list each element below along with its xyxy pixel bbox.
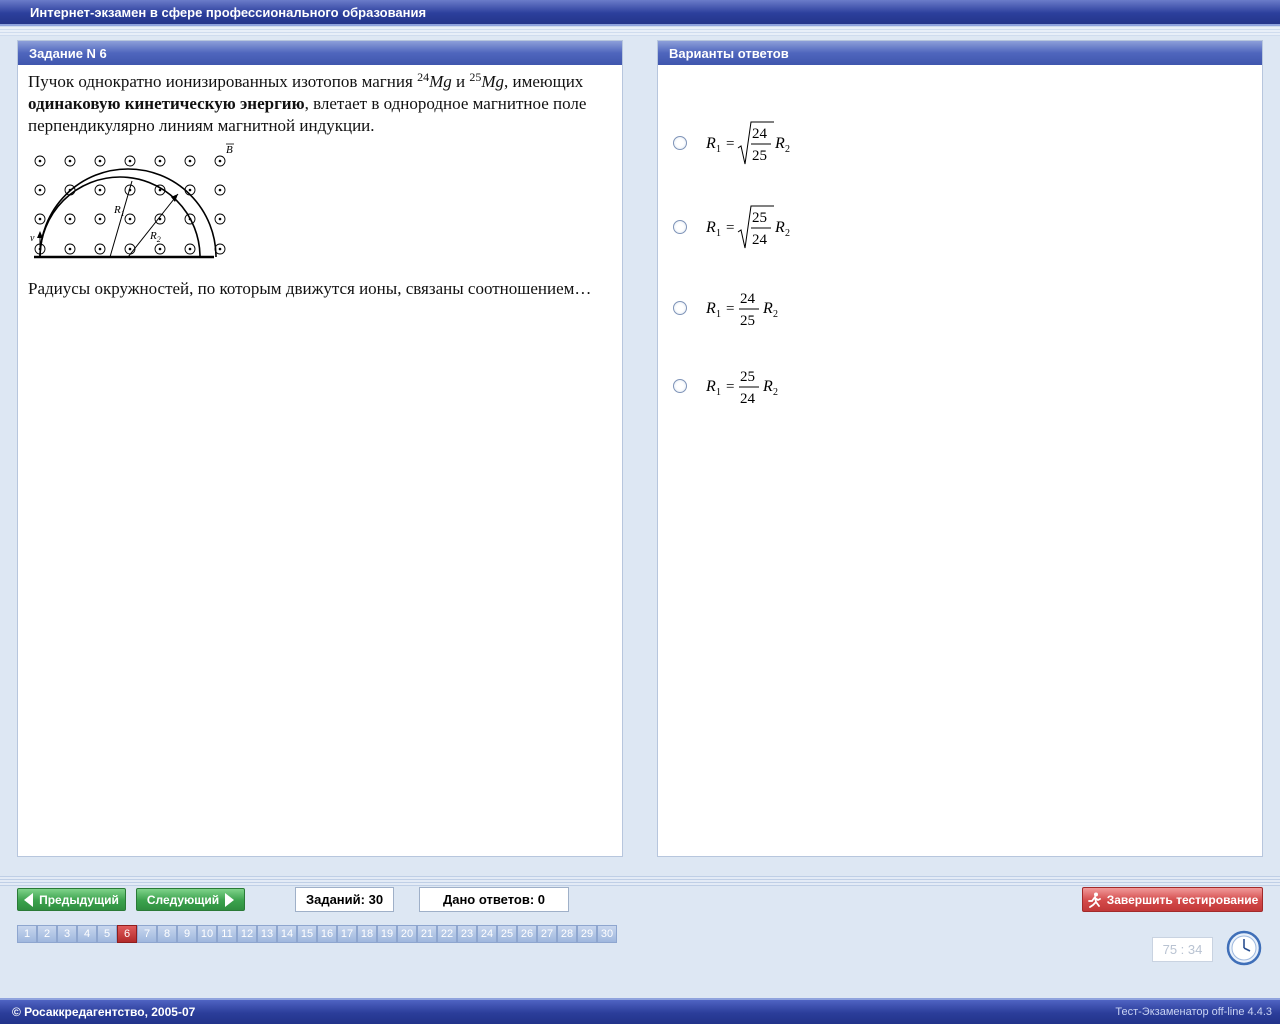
svg-text:R: R xyxy=(763,378,773,395)
answer-formula xyxy=(704,202,804,252)
page-button[interactable]: 18 xyxy=(357,925,377,943)
page-button[interactable]: 2 xyxy=(37,925,57,943)
page-navigator xyxy=(17,925,617,943)
page-button[interactable]: 3 xyxy=(57,925,77,943)
answer-option[interactable] xyxy=(673,202,973,252)
svg-text:1: 1 xyxy=(716,144,721,155)
page-button[interactable]: 27 xyxy=(537,925,557,943)
isotope1-mass: 24 xyxy=(417,70,430,84)
svg-text:=: = xyxy=(726,301,735,317)
task-text xyxy=(18,65,622,137)
fraction-denominator: 25 xyxy=(740,313,755,329)
task-question: Радиусы окружностей, по которым движутся ионы, связаны соотношением… xyxy=(28,279,592,298)
svg-text:R: R xyxy=(706,378,716,395)
copyright: © Росаккредагентство, 2005-07 xyxy=(12,1005,196,1019)
fraction-numerator: 25 xyxy=(740,369,755,385)
svg-text:2: 2 xyxy=(785,228,790,239)
page-button[interactable]: 1 xyxy=(17,925,37,943)
svg-text:R: R xyxy=(763,300,773,317)
answer-formula xyxy=(704,118,804,168)
task-panel xyxy=(17,40,623,857)
next-button-label: Следующий xyxy=(146,892,220,907)
answers-header: Варианты ответов xyxy=(658,41,1262,65)
page-button[interactable]: 12 xyxy=(237,925,257,943)
svg-text:1: 1 xyxy=(716,387,721,398)
page-button[interactable]: 17 xyxy=(337,925,357,943)
svg-text:R: R xyxy=(775,219,785,236)
svg-text:R: R xyxy=(775,135,785,152)
answer-radio[interactable] xyxy=(673,301,687,315)
task-text-part: , имеющих xyxy=(504,72,584,91)
svg-text:=: = xyxy=(726,379,735,395)
app-version: Тест-Экзаменатор off-line 4.4.3 xyxy=(1115,1006,1272,1018)
isotope2-symbol: Mg xyxy=(481,72,505,91)
prev-button[interactable] xyxy=(17,888,126,911)
page-button[interactable]: 16 xyxy=(317,925,337,943)
answer-option[interactable] xyxy=(673,118,973,168)
app-title-bar xyxy=(0,0,1280,26)
task-text-part: , влетает в однородное магнитное поле перпендикулярно линиям магнитной индукции. xyxy=(28,94,587,135)
fraction-numerator: 24 xyxy=(740,291,755,307)
clock-icon xyxy=(1226,930,1262,966)
fraction-denominator: 24 xyxy=(752,232,767,248)
v-label: v xyxy=(30,233,35,244)
finish-test-button[interactable] xyxy=(1082,887,1263,912)
page-button[interactable]: 25 xyxy=(497,925,517,943)
r2-label: $R_2$ xyxy=(150,230,161,244)
fraction-numerator: 24 xyxy=(752,126,767,142)
page-button[interactable]: 11 xyxy=(217,925,237,943)
answer-formula xyxy=(704,361,804,411)
page-button[interactable]: 28 xyxy=(557,925,577,943)
page-button[interactable]: 7 xyxy=(137,925,157,943)
page-button[interactable]: 23 xyxy=(457,925,477,943)
isotope1-symbol: Mg xyxy=(429,72,452,91)
page-button[interactable]: 29 xyxy=(577,925,597,943)
page-button[interactable]: 4 xyxy=(77,925,97,943)
field-dots xyxy=(35,156,225,254)
task-header: Задание N 6 xyxy=(18,41,622,65)
b-label: B xyxy=(226,144,233,156)
isotope2-mass: 25 xyxy=(469,70,482,84)
r2-line xyxy=(128,194,178,257)
page-button[interactable]: 21 xyxy=(417,925,437,943)
footer xyxy=(0,998,1280,1024)
finish-test-label: Завершить тестирование xyxy=(1106,892,1259,907)
answer-option[interactable] xyxy=(673,283,973,333)
svg-text:2: 2 xyxy=(773,387,778,398)
page-button[interactable]: 19 xyxy=(377,925,397,943)
svg-text:2: 2 xyxy=(785,144,790,155)
page-button[interactable]: 20 xyxy=(397,925,417,943)
svg-text:R: R xyxy=(706,219,716,236)
task-text-part: и xyxy=(451,72,470,91)
page-button[interactable]: 14 xyxy=(277,925,297,943)
svg-text:1: 1 xyxy=(716,309,721,320)
svg-text:1: 1 xyxy=(716,228,721,239)
timer-display: 75 : 34 xyxy=(1152,937,1213,962)
prev-button-label: Предыдущий xyxy=(39,892,119,907)
svg-text:=: = xyxy=(726,220,735,236)
svg-text:R: R xyxy=(706,135,716,152)
page-button[interactable]: 9 xyxy=(177,925,197,943)
task-text-bold: одинаковую кинетическую энергию xyxy=(28,94,305,113)
fraction-numerator: 25 xyxy=(752,210,767,226)
answer-radio[interactable] xyxy=(673,136,687,150)
page-button[interactable]: 5 xyxy=(97,925,117,943)
page-button[interactable]: 24 xyxy=(477,925,497,943)
page-button[interactable]: 15 xyxy=(297,925,317,943)
decorative-stripes xyxy=(0,26,1280,36)
answer-radio[interactable] xyxy=(673,379,687,393)
answer-formula xyxy=(704,283,804,333)
svg-text:=: = xyxy=(726,136,735,152)
fraction-denominator: 24 xyxy=(740,391,755,407)
page-button[interactable]: 10 xyxy=(197,925,217,943)
arrow-left-icon xyxy=(24,893,33,907)
svg-text:2: 2 xyxy=(773,309,778,320)
task-text-part: Пучок однократно ионизированных изотопов магния xyxy=(28,72,418,91)
page-button[interactable]: 8 xyxy=(157,925,177,943)
answers-panel xyxy=(657,40,1263,857)
page-button[interactable]: 13 xyxy=(257,925,277,943)
page-button[interactable]: 22 xyxy=(437,925,457,943)
running-man-icon xyxy=(1087,892,1101,908)
r1-label: $R_1$ xyxy=(114,204,125,218)
svg-text:R: R xyxy=(706,300,716,317)
page-button[interactable]: 26 xyxy=(517,925,537,943)
app-title: Интернет-экзамен в сфере профессионального образования xyxy=(30,5,427,20)
answers-given: Дано ответов: 0 xyxy=(419,887,569,912)
arrow-right-icon xyxy=(225,893,234,907)
fraction-denominator: 25 xyxy=(752,148,767,164)
next-button[interactable] xyxy=(136,888,245,911)
answer-radio[interactable] xyxy=(673,220,687,234)
decorative-stripes xyxy=(0,876,1280,886)
magnetic-field-figure xyxy=(30,141,250,261)
tasks-count: Заданий: 30 xyxy=(295,887,394,912)
page-button[interactable]: 6 xyxy=(117,925,137,943)
answer-option[interactable] xyxy=(673,361,973,411)
page-button[interactable]: 30 xyxy=(597,925,617,943)
